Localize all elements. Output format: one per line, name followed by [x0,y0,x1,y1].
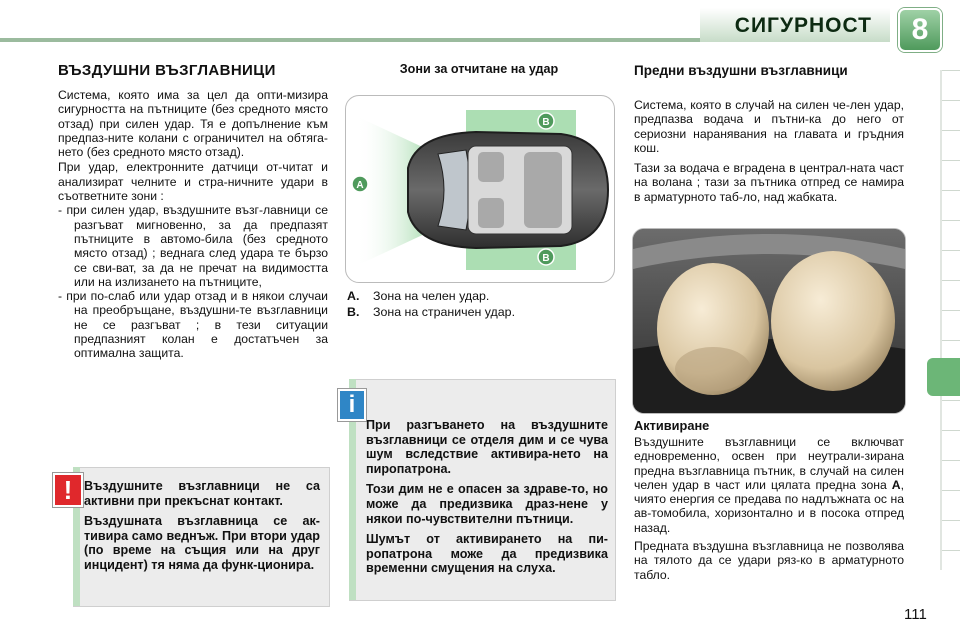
impact-zones-title: Зони за отчитане на удар [399,62,559,76]
intro-paragraph: Система, която има за цел да опти-мизира сигурността на пътниците (без средното място отзад) при силен удар. Тя е допълнение към предпаз-ните колани с ограничител на обтяга-нето (без средното място отзад). [58,88,328,160]
chapter-tab-2[interactable] [942,100,960,131]
zone-b-label-top: B [542,117,550,128]
chapter-tab-7[interactable] [942,250,960,281]
chapter-tab-6[interactable] [942,220,960,251]
zone-a-legend [347,288,607,304]
chapter-tab-15[interactable] [942,520,960,551]
chapter-tabs [927,70,960,570]
activation-title: Активиране [634,418,710,433]
front-airbags-title: Предни въздушни възглавници [634,63,848,78]
impact-zones-diagram [345,95,615,283]
front-airbags-paragraph: Система, която в случай на силен че-лен удар, предпазва водача и пътни-ка до него от сериозни наранявания на главата и гръдния кош. [634,98,904,155]
zone-b-key: B. [347,305,360,319]
info-smoke-paragraph: При разгъването на въздушните възглавници се отделя дим и се чува шум вследствие активира-нето на пиропатрона. [366,418,608,476]
chapter-tab-5[interactable] [942,190,960,221]
chapter-tab-14[interactable] [942,490,960,521]
zone-b-legend [347,304,607,320]
activation-zone-ref: A [891,477,901,492]
car-top-view [346,96,614,282]
rear-bench [524,152,562,228]
chapter-tab-4[interactable] [942,160,960,191]
chapter-tab-13[interactable] [942,460,960,491]
chapter-tab-12[interactable] [942,430,960,461]
front-airbags-location-paragraph: Тази за водача е вградена в централ-ната част на волана ; тази за пътника отпред се намира в арматурното таб-ло, над жабката. [634,161,904,204]
front-airbags-text [634,98,904,204]
page-number: 111 [904,606,927,623]
info-icon: i [338,389,366,421]
activation-section [634,418,904,582]
chapter-tab-9[interactable] [942,310,960,341]
info-hearing-paragraph: Шумът от активирането на пи-ропатрона може да предизвика временни смущения на слуха. [366,532,608,576]
chapter-tab-active[interactable] [927,358,960,396]
chapter-number-badge[interactable]: 8 [898,8,942,52]
front-seat-right [478,198,504,228]
zone-a-key: A. [347,289,360,303]
warning-text: Въздушната възглавница се ак-тивира само веднъж. При втори удар (по време на същия или на друг инцидент) тя няма да функ-ционира. [84,514,320,572]
front-airbags-photo [632,228,906,414]
activation-paragraph [634,435,904,535]
zone-a-text: Зона на челен удар. [373,289,490,303]
dashboard-protection-paragraph: Предната въздушна възглавница не позволява на тялото да се удари ряз-ко в арматурното табло. [634,539,904,582]
warning-content [84,479,320,573]
sensors-paragraph: При удар, електронните датчици от-читат и анализират челните и стра-ничните удари в съответните зони : [58,160,328,204]
section-title-airbags: ВЪЗДУШНИ ВЪЗГЛАВНИЦИ [58,62,276,79]
zone-b-text: Зона на страничен удар. [373,305,516,319]
activation-text-end: , чиято енергия се предава по надлъжната ос на ав-томобила, хоризонтално и в посока отпред назад. [634,477,904,535]
warning-icon: ! [53,473,83,507]
info-content [366,418,608,576]
chapter-tab-8[interactable] [942,280,960,311]
zone-b-label-bottom: B [542,253,550,264]
front-seat-left [478,152,504,182]
zone-a-label: A [356,180,364,191]
chapter-tab-3[interactable] [942,130,960,161]
zone-legend [347,288,607,320]
passenger-airbag [771,251,895,391]
chapter-tab-11[interactable] [942,400,960,431]
activation-text-start: Въздушните възглавници се включват едновременно, освен при неутрали-зирана предна възглавница пътник, в случай на силен челен удар в част или цялата предна зона [634,435,904,492]
weak-impact-bullet: - при по-слаб или удар отзад и в някои случаи на преобръщане, въздушни-те възглавници не се разгъват ; в тези ситуации предпазният колан е достатъчен за оптимална защита. [58,289,328,361]
left-column [58,88,328,361]
info-health-paragraph: Този дим не е опасен за здраве-то, но може да предизвика драз-нене у някои по-чувствителни пътници. [366,482,608,526]
chapter-tab-1[interactable] [942,70,960,101]
strong-impact-bullet: - при силен удар, въздушните възг-лавници се разгъват мигновенно, за да предпазят пътниците в автомо-била (без средното място отзад) ; веднага след удара те бързо се сви-ват, за да не пречат на видимостта или на излизането на пътниците, [58,203,328,289]
steering-wheel-hub [675,347,751,391]
warning-title: Въздушните възглавници не са активни при прекъснат контакт. [84,479,320,508]
airbags-illustration [633,229,905,413]
chapter-title: СИГУРНОСТ [734,14,872,37]
